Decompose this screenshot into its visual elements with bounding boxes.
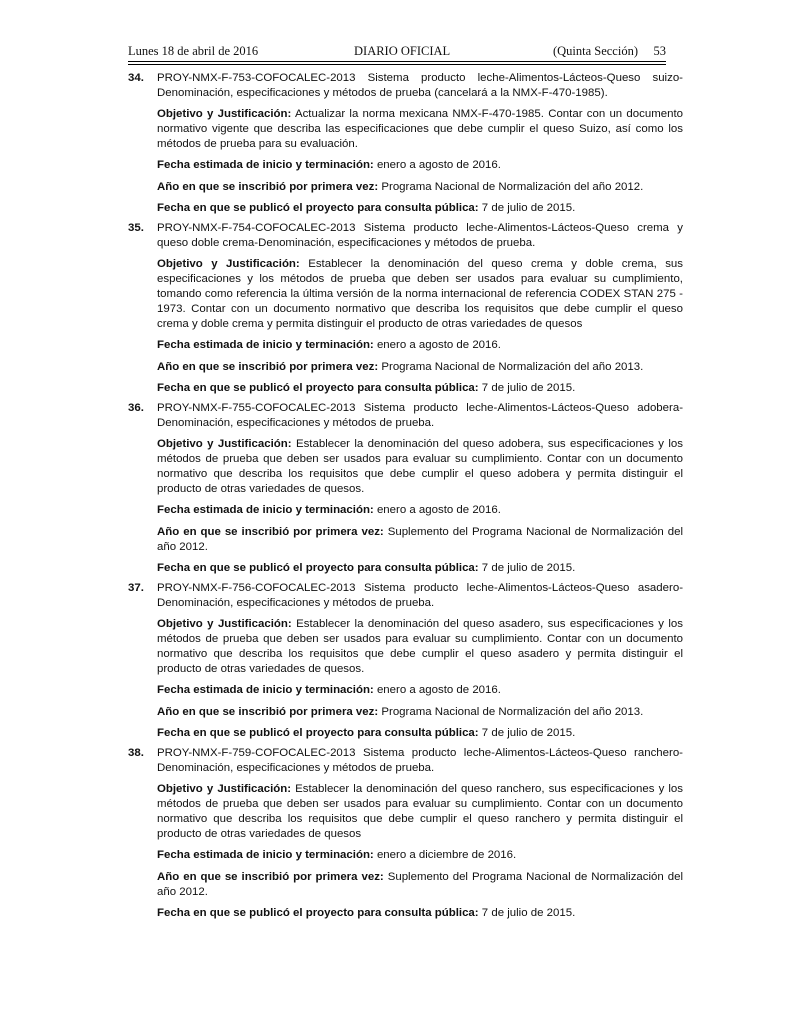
year-text: Suplemento del Programa Nacional de Normalización del año 2012. — [157, 870, 683, 898]
entry-published — [157, 201, 683, 216]
entry-first-year — [157, 870, 683, 900]
dates-label: Fecha estimada de inicio y terminación: — [157, 159, 374, 171]
entry-published — [157, 906, 683, 921]
year-label: Año en que se inscribió por primera vez: — [157, 870, 384, 883]
list-item — [128, 401, 683, 576]
year-text: Suplemento del Programa Nacional de Normalización del año 2012. — [157, 525, 683, 553]
dates-label: Fecha estimada de inicio y terminación: — [157, 849, 374, 861]
entry-number: 35. — [128, 222, 144, 234]
header-section: (Quinta Sección) — [552, 44, 638, 58]
objective-text: Establecer la denominación del queso crema y doble crema, sus especificaciones y los métodos de prueba que deben ser usados para evaluar su cumplimiento, tomando como referencia la última versión de la norma internacional de referencia CODEX STAN 275 - 1973. Contar con un documento normativo que describa los requisitos que debe cumplir el queso crema y doble crema y permita distinguir el producto de otras variedades de quesos — [157, 257, 683, 330]
list-item — [128, 221, 683, 396]
entry-number: 34. — [128, 72, 144, 84]
year-text: Programa Nacional de Normalización del año 2013. — [381, 360, 644, 373]
entry-objective — [157, 257, 683, 332]
year-text: Programa Nacional de Normalización del año 2012. — [381, 180, 644, 193]
header-page-number: 53 — [653, 44, 666, 58]
published-label: Fecha en que se publicó el proyecto para consulta pública: — [157, 382, 479, 394]
list-item — [128, 581, 683, 741]
published-text: 7 de julio de 2015. — [481, 727, 576, 739]
year-text: Programa Nacional de Normalización del año 2013. — [381, 705, 644, 718]
header-rule-bottom — [128, 64, 666, 65]
objective-text: Establecer la denominación del queso adobera, sus especificaciones y los métodos de prueba que deben ser usados para evaluar su cumplimiento. Contar con un documento normativo que describa los requisitos que debe cumplir el queso adobera y permita distinguir el producto de otras variedades de quesos. — [157, 437, 683, 495]
list-item — [128, 71, 683, 216]
objective-label: Objetivo y Justificación: — [157, 437, 292, 450]
published-text: 7 de julio de 2015. — [481, 907, 576, 919]
entry-title: PROY-NMX-F-753-COFOCALEC-2013 Sistema producto leche-Alimentos-Lácteos-Queso suizo-Denominación, especificaciones y métodos de prueba (cancelará a la NMX-F-470-1985). — [157, 72, 683, 99]
objective-label: Objetivo y Justificación: — [157, 107, 292, 120]
page-header — [128, 44, 666, 60]
year-label: Año en que se inscribió por primera vez: — [157, 525, 384, 538]
objective-label: Objetivo y Justificación: — [157, 782, 292, 795]
objective-label: Objetivo y Justificación: — [157, 617, 292, 630]
entry-title: PROY-NMX-F-755-COFOCALEC-2013 Sistema producto leche-Alimentos-Lácteos-Queso adobera-Denominación, especificaciones y métodos de prueba. — [157, 402, 683, 429]
entry-objective — [157, 782, 683, 842]
entry-first-year — [157, 525, 683, 555]
entry-number: 37. — [128, 582, 144, 594]
dates-text: enero a agosto de 2016. — [376, 339, 501, 351]
entry-number: 38. — [128, 747, 144, 759]
entry-dates — [157, 158, 683, 173]
entry-first-year — [157, 360, 683, 375]
entry-title: PROY-NMX-F-759-COFOCALEC-2013 Sistema producto leche-Alimentos-Lácteos-Queso ranchero-Denominación, especificaciones y métodos de prueba. — [157, 747, 683, 774]
year-label: Año en que se inscribió por primera vez: — [157, 360, 379, 373]
year-label: Año en que se inscribió por primera vez: — [157, 705, 379, 718]
dates-label: Fecha estimada de inicio y terminación: — [157, 339, 374, 351]
entry-published — [157, 726, 683, 741]
entry-objective — [157, 437, 683, 497]
dates-label: Fecha estimada de inicio y terminación: — [157, 504, 374, 516]
header-rule-top — [128, 61, 666, 62]
entry-dates — [157, 683, 683, 698]
published-label: Fecha en que se publicó el proyecto para consulta pública: — [157, 907, 479, 919]
dates-text: enero a agosto de 2016. — [376, 684, 501, 696]
published-text: 7 de julio de 2015. — [481, 202, 576, 214]
header-date: Lunes 18 de abril de 2016 — [128, 44, 259, 58]
document-body — [128, 71, 683, 921]
dates-text: enero a agosto de 2016. — [376, 504, 501, 516]
objective-text: Actualizar la norma mexicana NMX-F-470-1985. Contar con un documento normativo vigente que describa las especificaciones que debe cumplir el queso Suizo, así como los métodos de prueba para su evaluación. — [157, 107, 684, 150]
entry-objective — [157, 617, 683, 677]
entry-first-year — [157, 180, 683, 195]
entry-title: PROY-NMX-F-754-COFOCALEC-2013 Sistema producto leche-Alimentos-Lácteos-Queso crema y queso doble crema-Denominación, especificaciones y métodos de prueba. — [157, 222, 683, 249]
entry-first-year — [157, 705, 683, 720]
objective-text: Establecer la denominación del queso ranchero, sus especificaciones y los métodos de prueba que deben ser usados para evaluar su cumplimiento. Contar con un documento normativo que describa los requisitos que debe cumplir el queso ranchero y permita distinguir el producto de otras variedades de quesos — [157, 782, 684, 840]
entry-title: PROY-NMX-F-756-COFOCALEC-2013 Sistema producto leche-Alimentos-Lácteos-Queso asadero-Denominación, especificaciones y métodos de prueba. — [157, 582, 683, 609]
entry-dates — [157, 848, 683, 863]
published-label: Fecha en que se publicó el proyecto para consulta pública: — [157, 202, 479, 214]
objective-text: Establecer la denominación del queso asadero, sus especificaciones y los métodos de prueba que deben ser usados para evaluar su cumplimiento. Contar con un documento normativo que describa los requisitos que debe cumplir el queso asadero y permita distinguir el producto de otras variedades de quesos. — [157, 617, 683, 675]
entry-published — [157, 381, 683, 396]
list-item — [128, 746, 683, 921]
entry-number: 36. — [128, 402, 144, 414]
entry-dates — [157, 338, 683, 353]
entry-dates — [157, 503, 683, 518]
published-label: Fecha en que se publicó el proyecto para consulta pública: — [157, 727, 479, 739]
entry-published — [157, 561, 683, 576]
dates-text: enero a diciembre de 2016. — [376, 849, 517, 861]
objective-label: Objetivo y Justificación: — [157, 257, 300, 270]
dates-label: Fecha estimada de inicio y terminación: — [157, 684, 374, 696]
published-text: 7 de julio de 2015. — [481, 382, 576, 394]
dates-text: enero a agosto de 2016. — [376, 159, 501, 171]
published-label: Fecha en que se publicó el proyecto para consulta pública: — [157, 562, 479, 574]
published-text: 7 de julio de 2015. — [481, 562, 576, 574]
year-label: Año en que se inscribió por primera vez: — [157, 180, 379, 193]
header-publication-title: DIARIO OFICIAL — [354, 44, 451, 58]
entry-objective — [157, 107, 683, 152]
